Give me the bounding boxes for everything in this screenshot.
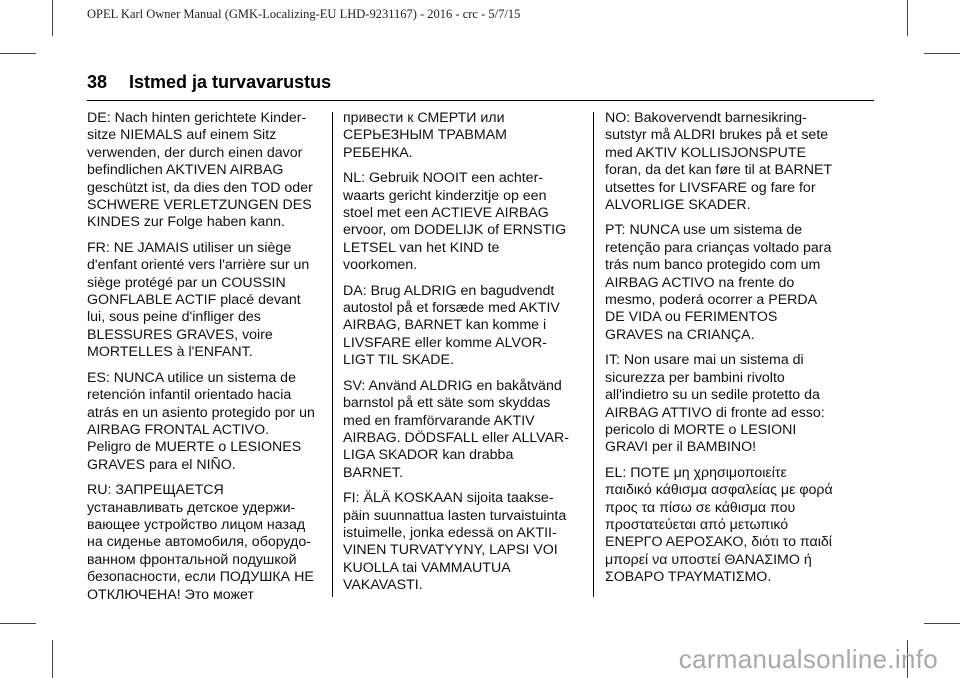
paragraph-el: EL: ΠΟΤΕ μη χρησιμοποιείτε παιδικό κάθισμα ασφαλείας με φορά προς τα πίσω σε κάθισμα που προστατεύεται από μετωπικό ΕΝΕΡΓΟ ΑΕΡΟΣΑΚΟ, διότι το παιδί μπορεί να υποστεί ΘΑΝΑΣΙΜΟ ή ΣΟΒΑΡΟ ΤΡΑΥΜΑΤΙΣΜΟ. bbox=[605, 464, 833, 586]
document-meta: OPEL Karl Owner Manual (GMK-Localizing-EU LHD-9231167) - 2016 - crc - 5/7/15 bbox=[87, 7, 521, 21]
paragraph-nl: NL: Gebruik NOOIT een achter- waarts gericht kinderzitje op een stoel met een ACTIEVE AIRBAG ervoor, om DODELIJK of ERNSTIG LETSEL van het KIND te voorkomen. bbox=[343, 170, 567, 274]
crop-mark bbox=[52, 640, 53, 678]
paragraph-it: IT: Non usare mai un sistema di sicurezza per bambini rivolto all'indietro su un sedile protetto da AIRBAG ATTIVO di fronte ad esso: pericolo di MORTE o LESIONI GRAVI per il BAMBINO! bbox=[605, 352, 825, 456]
paragraph-es: ES: NUNCA utilice un sistema de retención infantil orientado hacia atrás en un asiento protegido por un AIRBAG FRONTAL ACTIVO. Peligro de MUERTE o LESIONES GRAVES para el NIÑO. bbox=[87, 369, 315, 473]
paragraph-sv: SV: Använd ALDRIG en bakåtvänd barnstol på ett säte som skyddas med en framförvarande AKTIV AIRBAG. DÖDSFALL eller ALLVAR- LIGA SKADOR kan drabba BARNET. bbox=[343, 377, 570, 481]
column-divider bbox=[332, 112, 333, 597]
column-divider bbox=[593, 112, 594, 597]
paragraph-da: DA: Brug ALDRIG en bagudvendt autostol på et forsæde med AKTIV AIRBAG, BARNET kan komme i LIVSFARE eller komme ALVOR- LIGT TIL SKADE. bbox=[343, 282, 560, 369]
paragraph-fr: FR: NE JAMAIS utiliser un siège d'enfant orienté vers l'arrière sur un siège protégé par un COUSSIN GONFLABLE ACTIF placé devant lui, sous peine d'infliger des BLESSURES GRAVES, voire MORTELLES à l'ENFANT. bbox=[87, 239, 310, 361]
title-rule bbox=[87, 100, 874, 101]
paragraph-pt: PT: NUNCA use um sistema de retenção para crianças voltado para trás num banco protegido com um AIRBAG ACTIVO na frente do mesmo, poderá ocorrer a PERDA DE VIDA ou FERIMENTOS GRAVES na CRIANÇA. bbox=[605, 222, 832, 343]
crop-mark bbox=[0, 623, 36, 624]
page-title bbox=[87, 72, 331, 93]
crop-mark bbox=[924, 53, 960, 54]
watermark: carmanualsonline.info bbox=[678, 644, 938, 674]
page-number: 38 bbox=[87, 72, 108, 92]
text-column-3 bbox=[605, 110, 843, 595]
paragraph-fi: FI: ÄLÄ KOSKAAN sijoita taakse- päin suunnattua lasten turvaistuinta istuimelle, jonka edessä on AKTII- VINEN TURVATYYNY, LAPSI VOI KUOLLA tai VAMMAUTUA VAKAVASTI. bbox=[343, 490, 567, 594]
paragraph-ru-cont: привести к СМЕРТИ или СЕРЬЕЗНЫМ ТРАВМАМ РЕБЕНКА. bbox=[343, 110, 507, 161]
crop-mark bbox=[52, 0, 53, 36]
paragraph-de: DE: Nach hinten gerichtete Kinder- sitze NIEMALS auf einem Sitz verwenden, der durch einen davor befindlichen AKTIVEN AIRBAG geschützt ist, da dies den TOD oder SCHWERE VERLETZUNGEN DES KINDES zur Folge haben kann. bbox=[87, 110, 313, 231]
section-title: Istmed ja turvavarustus bbox=[129, 72, 332, 92]
text-column-1 bbox=[87, 110, 325, 612]
paragraph-ru: RU: ЗАПРЕЩАЕТСЯ устанавливать детское удержи- вающее устройство лицом назад на сиденье автомобиля, оборудо- ванном фронтальной подушкой безопасности, если ПОДУШКА НЕ ОТКЛЮЧЕНА! Это может bbox=[87, 482, 314, 603]
crop-mark bbox=[0, 53, 36, 54]
text-column-2 bbox=[343, 110, 581, 603]
crop-mark bbox=[924, 623, 960, 624]
crop-mark bbox=[907, 0, 908, 36]
paragraph-no: NO: Bakovervendt barnesikring- sutstyr må ALDRI brukes på et sete med AKTIV KOLLISJONSPUTE foran, da det kan føre til at BARNET utsettes for LIVSFARE og fare for ALVORLIGE SKADER. bbox=[605, 110, 833, 214]
